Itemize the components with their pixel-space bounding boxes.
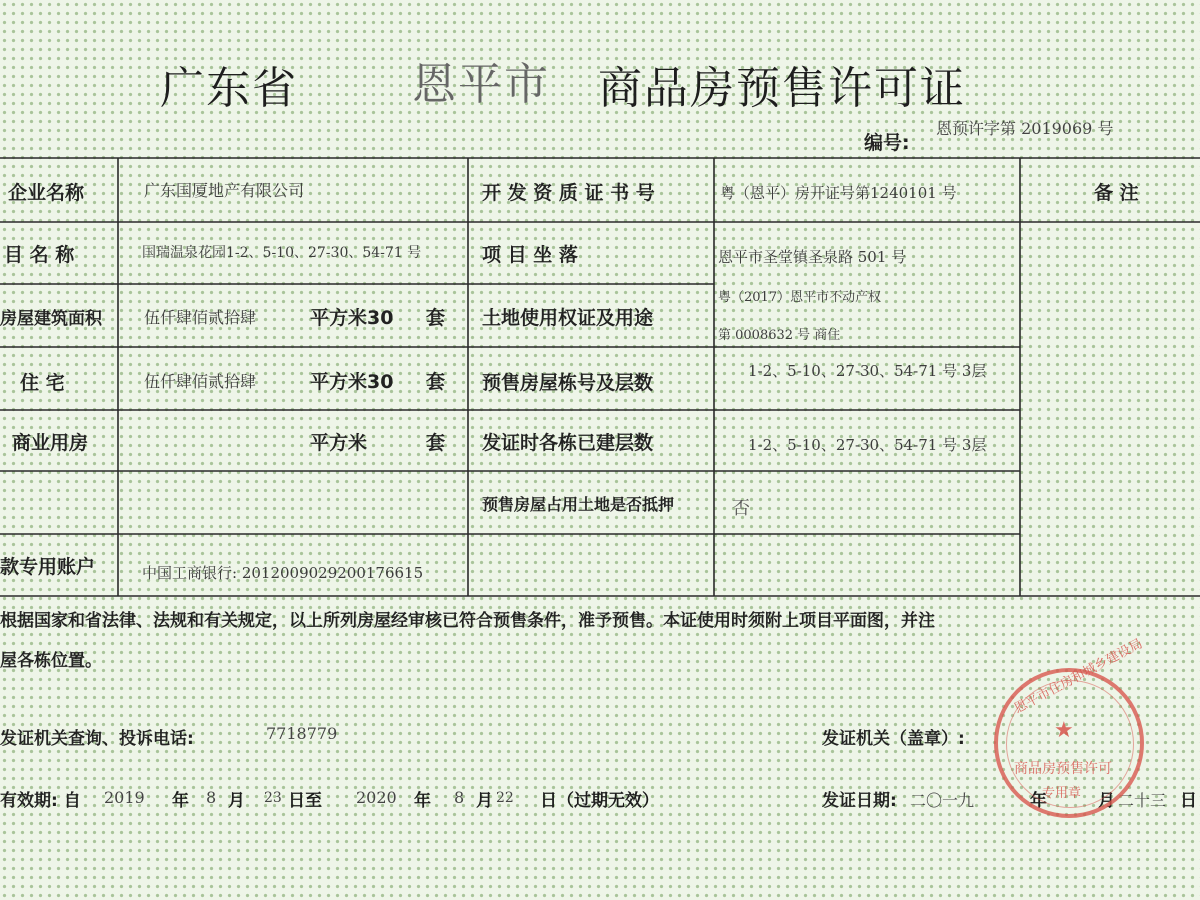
valid-from-month: 8 bbox=[206, 788, 217, 807]
building-area-tao: 套 bbox=[426, 307, 446, 329]
project-name-label: 目 名 称 bbox=[4, 244, 75, 266]
phone-number: 7718779 bbox=[266, 724, 338, 743]
province-title: 广东省 bbox=[160, 63, 298, 114]
presale-buildings-label: 预售房屋栋号及层数 bbox=[482, 372, 654, 394]
valid-from-year-char: 年 bbox=[172, 791, 189, 811]
land-use-label: 土地使用权证及用途 bbox=[482, 307, 654, 329]
valid-from-day-char: 日至 bbox=[288, 791, 322, 811]
company-value: 广东国厦地产有限公司 bbox=[144, 181, 305, 200]
mortgage-value: 否 bbox=[732, 498, 750, 519]
seal-star-icon: ★ bbox=[1054, 718, 1074, 743]
remarks-label: 备 注 bbox=[1094, 182, 1139, 204]
residence-unit: 平方米30 bbox=[310, 371, 394, 393]
commercial-tao: 套 bbox=[426, 432, 446, 454]
issue-day: 二十三 bbox=[1118, 791, 1167, 810]
seal-middle-text: 商品房预售许可 bbox=[1014, 761, 1112, 777]
issue-day-char: 日 bbox=[1180, 791, 1197, 811]
valid-to-day-char: 日（过期无效） bbox=[540, 791, 659, 811]
issue-year: 二〇一九 bbox=[910, 791, 975, 810]
phone-label: 发证机关查询、投诉电话: bbox=[0, 729, 194, 749]
valid-from-year: 2019 bbox=[104, 788, 145, 807]
issue-year-char: 年 bbox=[1030, 791, 1047, 811]
valid-to-month: 8 bbox=[454, 788, 465, 807]
seal-top-text: 恩平市住房和城乡建设局 bbox=[1011, 636, 1146, 717]
issue-month-char: 月 bbox=[1098, 791, 1115, 811]
valid-to-day: 22 bbox=[496, 790, 514, 806]
valid-from-month-char: 月 bbox=[228, 791, 245, 811]
commercial-unit: 平方米 bbox=[310, 432, 368, 454]
built-floors-value: 1-2、5-10、27-30、54-71 号 3层 bbox=[748, 436, 987, 454]
issue-date-label: 发证日期: bbox=[822, 791, 897, 811]
land-cert-line2: 第 0008632 号 商住 bbox=[718, 328, 841, 343]
seal-bottom-text: 专用章 bbox=[1042, 786, 1082, 801]
valid-to-year: 2020 bbox=[356, 788, 397, 807]
location-label: 项 目 坐 落 bbox=[482, 244, 578, 266]
valid-from-day: 23 bbox=[264, 790, 282, 806]
commercial-label: 商业用房 bbox=[12, 432, 89, 454]
project-name-value: 国瑞温泉花园1-2、5-10、27-30、54-71 号 bbox=[142, 245, 422, 261]
certificate-title: 商品房预售许可证 bbox=[598, 63, 966, 114]
city-title: 恩平市 bbox=[412, 59, 550, 110]
residence-tao: 套 bbox=[426, 371, 446, 393]
qualification-label: 开 发 资 质 证 书 号 bbox=[482, 182, 655, 204]
presale-buildings-value: 1-2、5-10、27-30、54-71 号 3层 bbox=[748, 362, 987, 380]
statement-line1: 根据国家和省法律、法规和有关规定，以上所列房屋经审核已符合预售条件，准予预售。本证使用时须附上项目平面图，并注 bbox=[0, 611, 935, 631]
number-label: 编号: bbox=[864, 132, 910, 154]
mortgage-label: 预售房屋占用土地是否抵押 bbox=[482, 495, 675, 514]
built-floors-label: 发证时各栋已建层数 bbox=[482, 432, 654, 454]
residence-label: 住 宅 bbox=[20, 372, 65, 394]
valid-label: 有效期: 自 bbox=[0, 791, 81, 811]
authority-label: 发证机关（盖章）: bbox=[822, 729, 965, 749]
land-cert-line1: 粤（2017）恩平市不动产权 bbox=[718, 290, 882, 305]
certificate-number: 恩预许字第 2019069 号 bbox=[936, 119, 1114, 138]
valid-to-year-char: 年 bbox=[414, 791, 431, 811]
building-area-unit: 平方米30 bbox=[310, 307, 394, 329]
valid-to-month-char: 月 bbox=[476, 791, 493, 811]
residence-value: 伍仟肆佰贰拾肆 bbox=[144, 372, 257, 391]
building-area-label: 房屋建筑面积 bbox=[0, 309, 102, 329]
company-label: 企业名称 bbox=[8, 182, 85, 204]
account-label: 款专用账户 bbox=[0, 556, 96, 578]
building-area-value: 伍仟肆佰贰拾肆 bbox=[144, 308, 257, 327]
location-value: 恩平市圣堂镇圣泉路 501 号 bbox=[718, 248, 907, 266]
qualification-value: 粤（恩平）房开证号第1240101 号 bbox=[720, 184, 957, 202]
account-value: 中国工商银行: 2012009029200176615 bbox=[142, 564, 424, 582]
statement-line2: 屋各栋位置。 bbox=[0, 651, 102, 671]
